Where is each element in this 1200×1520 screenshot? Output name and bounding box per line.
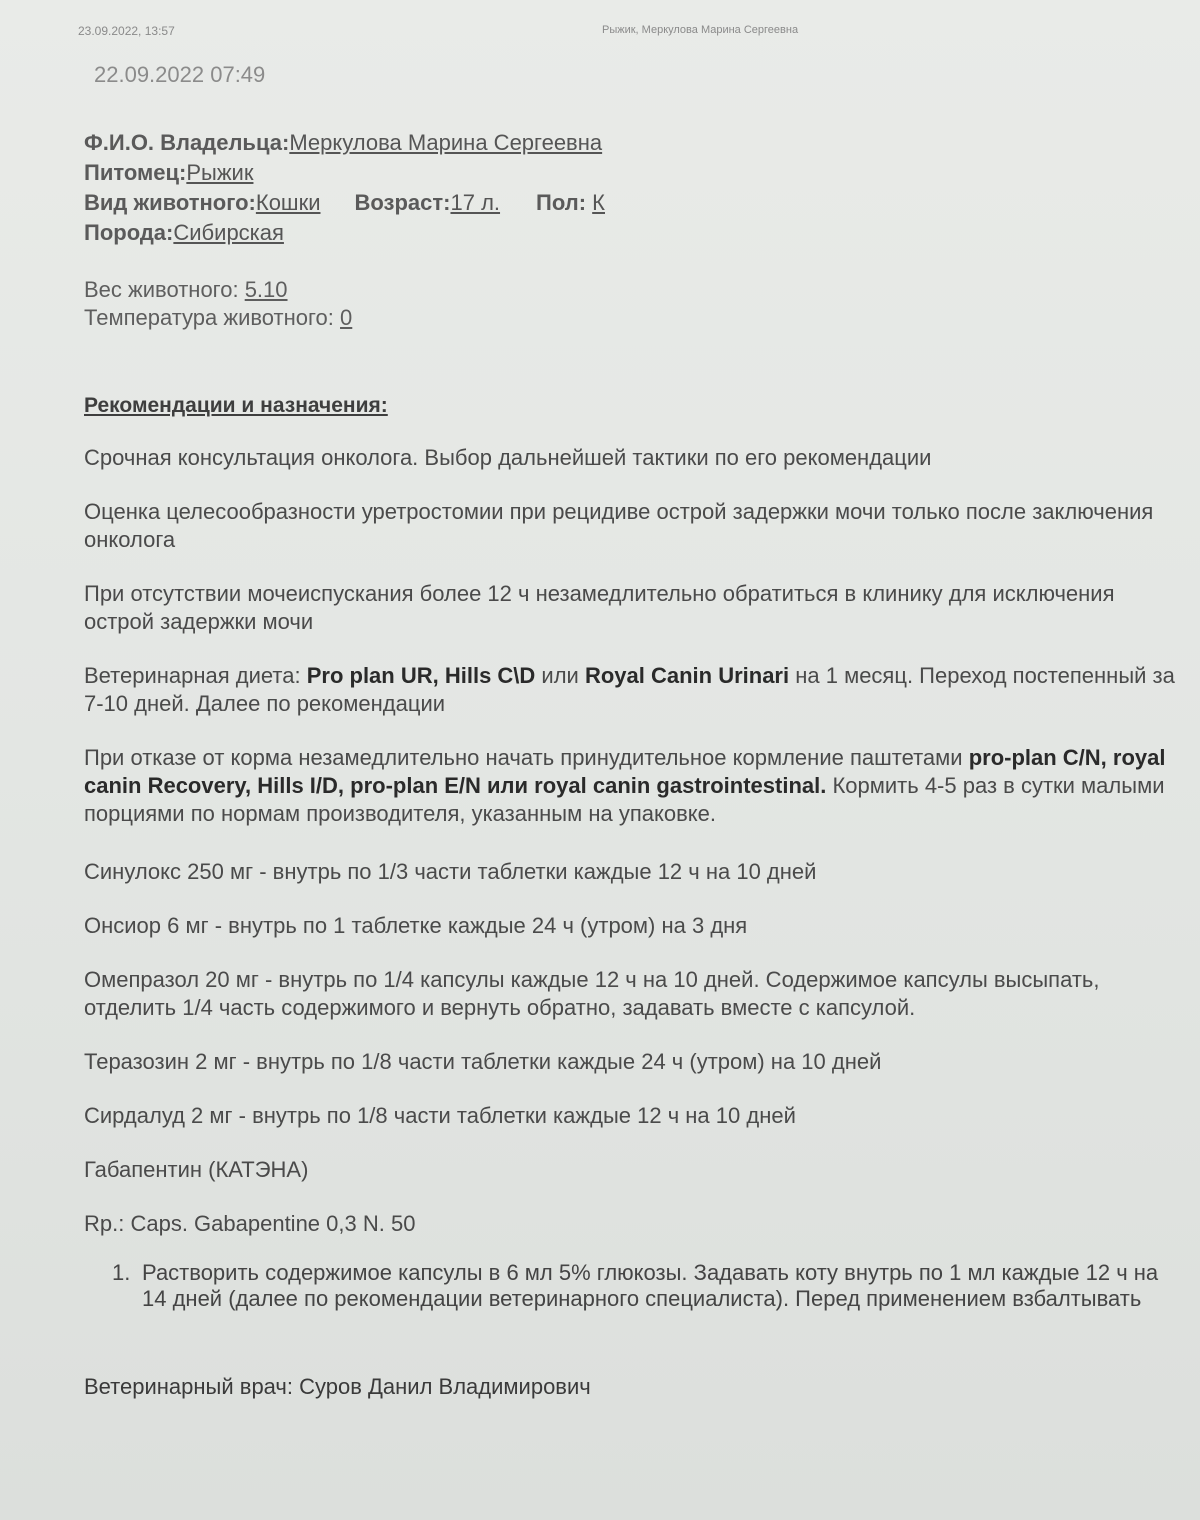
owner-line — [84, 128, 1184, 158]
feeding-schedule: Кормить 4-5 раз в сутки малыми порциями по нормам производителя, указанным на упаковке. — [84, 773, 1165, 826]
species-value: Кошки — [255, 190, 321, 215]
temperature-value: 0 — [340, 305, 353, 330]
document-body — [84, 62, 1184, 1400]
list-item — [112, 1260, 1184, 1312]
feeding-brands: pro-plan C/N, royal canin Recovery, Hills I/D, pro-plan E/N или royal canin gastrointestinal. — [84, 745, 1166, 798]
recommendations-heading: Рекомендации и назначения: — [84, 394, 388, 417]
owner-label: Ф.И.О. Владельца: — [84, 130, 290, 155]
recommendation-urination: При отсутствии мочеиспускания более 12 ч незамедлительно обратиться в клинику для исключения острой задержки мочи — [84, 581, 1115, 634]
recommendation-urethrostomy: Оценка целесообразности уретростомии при рецидиве острой задержки мочи только после заключения онколога — [84, 499, 1154, 552]
medication-sirdalud: Сирдалуд 2 мг - внутрь по 1/8 части таблетки каждые 12 ч на 10 дней — [84, 1103, 796, 1128]
list-item-text: Растворить содержимое капсулы в 6 мл 5% глюкозы. Задавать коту внутрь по 1 мл каждые 12 ч на 14 дней (далее по рекомендации ветеринарного специалиста). Перед применением взбалтывать — [142, 1260, 1159, 1311]
recommendation-diet — [84, 662, 1184, 718]
recommendation-oncologist: Срочная консультация онколога. Выбор дальнейшей тактики по его рекомендации — [84, 445, 932, 470]
print-header-name: Рыжик, Меркулова Марина Сергеевна — [602, 24, 799, 36]
prescription-instructions — [112, 1260, 1184, 1312]
breed-label: Порода: — [84, 220, 174, 245]
medication-gabapentin: Габапентин (КАТЭНА) — [84, 1157, 309, 1182]
diet-brands-2: Royal Canin Urinari — [584, 663, 790, 688]
medication-sinulox: Синулокс 250 мг - внутрь по 1/3 части таблетки каждые 12 ч на 10 дней — [84, 859, 817, 884]
vitals-block — [84, 276, 1184, 332]
weight-value: 5.10 — [244, 277, 288, 302]
breed-value: Сибирская — [173, 220, 284, 245]
diet-or: или — [535, 663, 585, 688]
species-label: Вид животного: — [84, 190, 256, 215]
prescription-line: Rp.: Caps. Gabapentine 0,3 N. 50 — [84, 1211, 416, 1236]
feeding-intro: При отказе от корма незамедлительно начать принудительное кормление паштетами — [84, 745, 969, 770]
sex-label: Пол: — [536, 190, 587, 215]
species-line — [84, 188, 1184, 218]
weight-line — [84, 276, 1184, 304]
temperature-line — [84, 304, 1184, 332]
diet-brands-1: Pro plan UR, Hills C\D — [306, 663, 536, 688]
diet-intro: Ветеринарная диета: — [84, 663, 307, 688]
age-label: Возраст: — [354, 190, 451, 215]
pet-label: Питомец: — [84, 160, 187, 185]
temperature-label: Температура животного: — [84, 305, 341, 330]
age-value: 17 л. — [450, 190, 501, 215]
breed-line — [84, 218, 1184, 248]
weight-label: Вес животного: — [84, 277, 245, 302]
document-date: 22.09.2022 07:49 — [94, 62, 266, 87]
list-item-number: 1. — [112, 1260, 131, 1285]
medication-terazosin: Теразозин 2 мг - внутрь по 1/8 части таблетки каждые 24 ч (утром) на 10 дней — [84, 1049, 882, 1074]
pet-line — [84, 158, 1184, 188]
medication-onsior: Онсиор 6 мг - внутрь по 1 таблетке каждые 24 ч (утром) на 3 дня — [84, 913, 748, 938]
sex-value: К — [592, 190, 605, 215]
recommendation-forced-feeding — [84, 744, 1184, 828]
owner-name: Меркулова Марина Сергеевна — [289, 130, 603, 155]
veterinarian-signature-line: Ветеринарный врач: Суров Данил Владимирович — [84, 1374, 591, 1399]
print-datetime: 23.09.2022, 13:57 — [78, 24, 175, 38]
pet-name: Рыжик — [186, 160, 254, 185]
medication-omeprazole: Омепразол 20 мг - внутрь по 1/4 капсулы каждые 12 ч на 10 дней. Содержимое капсулы высыпать, отделить 1/4 часть содержимого и вернуть обратно, задавать вместе с капсулой. — [84, 967, 1100, 1020]
diet-duration: на 1 месяц. Переход постепенный за 7-10 дней. Далее по рекомендации — [84, 663, 1175, 716]
